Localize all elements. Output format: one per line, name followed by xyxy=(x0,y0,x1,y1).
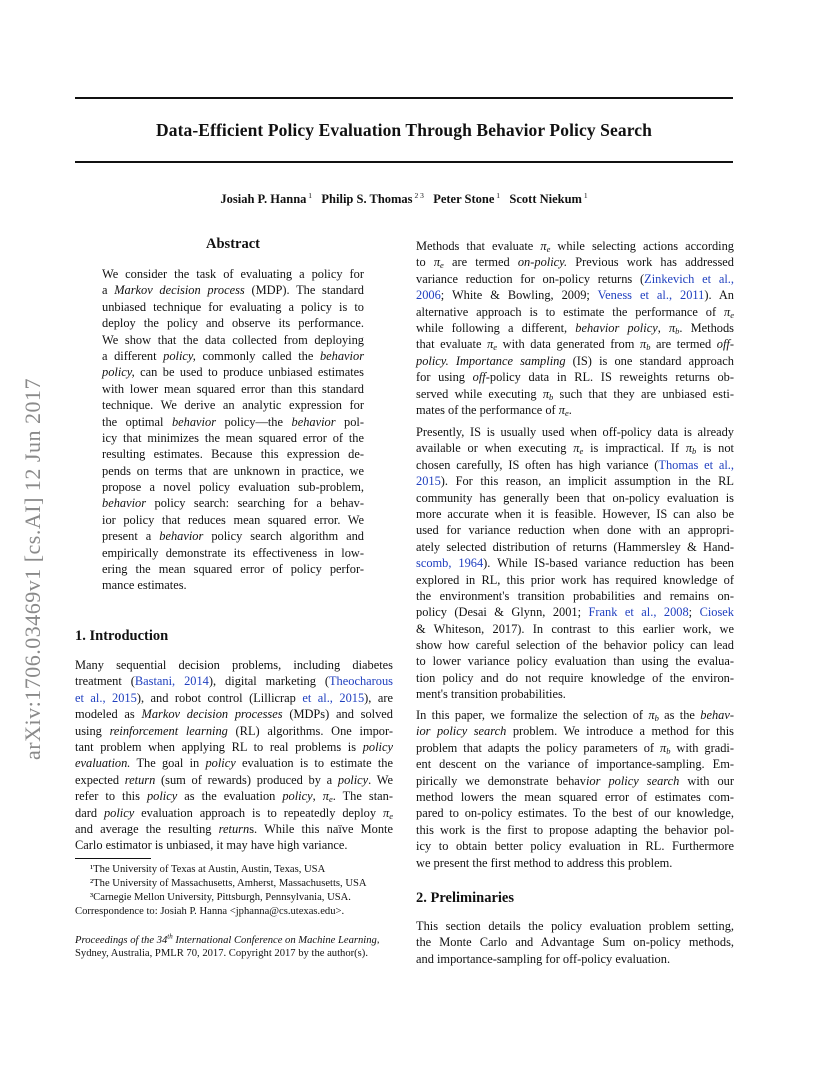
author-list xyxy=(75,191,733,207)
text-line: the optimal behavior policy—the behavior pol- xyxy=(102,414,364,429)
text-line: with lower mean squared error than this standard xyxy=(102,381,364,396)
text-line: treatment (Bastani, 2014), digital marketing (Theocharous xyxy=(75,674,393,689)
introduction-body xyxy=(75,657,393,854)
footnote-line: Correspondence to: Josiah P. Hanna <jphanna@cs.utexas.edu>. xyxy=(75,906,345,917)
text-line: the environment's transition probabilities and remains on- xyxy=(416,588,734,603)
text-line: technique. We derive an analytic expression for xyxy=(102,398,364,413)
text-line: icy that minimizes the mean squared error of the xyxy=(102,430,364,445)
text-line: show how careful selection of the behavior policy can lead xyxy=(416,638,734,653)
text-line: & Whiteson, 2017). In contrast to this earlier work, we xyxy=(416,621,734,636)
text-line: method lowers the mean squared error of estimates com- xyxy=(416,789,734,804)
text-line: chosen carefully, IS often has high variance (Thomas et al., xyxy=(416,457,734,472)
citation-link[interactable]: Ciosek xyxy=(699,605,734,620)
abstract-body xyxy=(102,266,364,594)
text-line: icy to obtain better policy evaluation in RL. Furthermore xyxy=(416,839,734,854)
right-para-2 xyxy=(416,424,734,703)
preliminaries-body xyxy=(416,918,734,967)
text-line: behavior policy search: searching for a behav- xyxy=(102,496,364,511)
text-line: ately selected distribution of returns (Hammersley & Hand- xyxy=(416,539,734,554)
text-line: pends on terms that are unknown in practice, we xyxy=(102,463,364,478)
text-line: scomb, 1964). While IS-based variance reduction has been xyxy=(416,556,734,571)
text-line: modeled as Markov decision processes (MDPs) and solved xyxy=(75,707,393,722)
footnote-rule xyxy=(75,858,151,859)
citation-link[interactable]: 2015 xyxy=(416,474,441,489)
text-line: present a behavior policy search algorithm and xyxy=(102,529,364,544)
text-line: ering the mean squared error of policy perfor- xyxy=(102,562,364,577)
text-line: Presently, IS is usually used when off-policy data is already xyxy=(416,425,734,439)
text-line: a Markov decision process (MDP). The standard xyxy=(102,283,365,298)
text-line: deploy the policy and observe its performance. xyxy=(102,316,364,331)
text-line: We show that the data collected from deploying xyxy=(102,332,364,347)
text-line: ior policy that reduces mean squared error. We xyxy=(102,512,364,527)
citation-link[interactable]: Thomas et al., xyxy=(658,457,734,472)
text-line: ment's transition probabilities. xyxy=(416,687,566,702)
text-line: empirically demonstrate its effectiveness in low- xyxy=(102,545,364,560)
right-para-3 xyxy=(416,707,734,871)
text-line: and importance-sampling for off-policy evaluation. xyxy=(416,951,671,966)
text-line: community has generally been that on-policy evaluation is xyxy=(416,490,734,505)
text-line: pared to on-policy estimates. To the best of our knowledge, xyxy=(416,806,734,821)
author-name: Josiah P. Hanna xyxy=(220,192,307,207)
citation-link[interactable]: Zinkevich et al., xyxy=(644,271,734,286)
section-heading-preliminaries: 2. Preliminaries xyxy=(416,890,514,906)
text-line: and average the resulting returns. While this naïve Monte xyxy=(75,821,393,836)
footnote-line: ²The University of Massachusetts, Amherst, Massachusetts, USA xyxy=(90,878,367,889)
text-line: propose a novel policy evaluation sub-problem, xyxy=(102,480,364,495)
citation-link[interactable]: Frank et al., 2008 xyxy=(588,605,689,620)
text-line: policy (Desai & Glynn, 2001; Frank et al., 2008; Ciosek xyxy=(416,605,734,620)
author-affiliation-mark: 1 xyxy=(306,191,313,200)
text-line: ent descent on the variance of importance-sampling. Em- xyxy=(416,757,734,772)
text-line: tant problem when applying RL to real problems is policy xyxy=(75,739,393,754)
title-bottom-rule xyxy=(75,161,733,163)
footnote-line: ³Carnegie Mellon University, Pittsburgh, Pennsylvania, USA. xyxy=(90,892,351,903)
citation-link[interactable]: Theocharous xyxy=(328,674,393,689)
text-line: explored in RL, this prior work has required knowledge of xyxy=(416,572,734,587)
text-line: variance reduction for on-policy returns (Zinkevich et al., xyxy=(416,271,734,286)
text-line: to $\pi_e$ are termed on-policy. Previous work has addressed xyxy=(416,255,734,271)
text-line: This section details the policy evaluation problem setting, xyxy=(416,919,734,933)
text-line: In this paper, we formalize the selection of $\pi_b$ as the behav- xyxy=(416,708,734,723)
text-line: expected return (sum of rewards) produced by a policy. We xyxy=(75,772,393,787)
author-name: Scott Niekum xyxy=(509,192,582,207)
text-line: served while executing $\pi_b$ such that they are unbiased esti- xyxy=(416,386,735,402)
text-line: used for variance reduction when done with an appropri- xyxy=(416,523,734,538)
text-line: refer to this policy as the evaluation policy, $\pi_e$. The stan- xyxy=(75,789,393,805)
text-line: tion policy and do not require knowledge of the environ- xyxy=(416,670,734,685)
citation-link[interactable]: scomb, 1964 xyxy=(416,556,484,571)
footnote-line: ¹The University of Texas at Austin, Austin, Texas, USA xyxy=(90,864,326,875)
author-affiliation-mark: 1 xyxy=(494,191,501,200)
top-rule xyxy=(75,97,733,99)
text-line: et al., 2015), and robot control (Lillicrap et al., 2015), are xyxy=(75,690,393,705)
arxiv-stamp: arXiv:1706.03469v1 [cs.AI] 12 Jun 2017 xyxy=(20,378,45,760)
text-line: resulting estimates. Because this expression de- xyxy=(102,447,364,462)
text-line: more accurate when it is feasible. However, IS can also be xyxy=(416,506,734,521)
proceedings-note: Proceedings of the 34th International Conference on Machine Learning, Sydney, Australia, PMLR 70, 2017. Copyright 2017 by the author(s). xyxy=(75,932,380,960)
text-line: to lower variance policy evaluation than using the evalua- xyxy=(416,654,734,669)
text-line: We consider the task of evaluating a policy for xyxy=(102,267,364,281)
citation-link[interactable]: et al., 2015 xyxy=(302,690,365,705)
text-line: mates of the performance of $\pi_e$. xyxy=(416,402,572,418)
text-line: problem that adapts the policy parameters of $\pi_b$ with gradi- xyxy=(416,740,734,756)
text-line: unbiased technique for evaluating a policy is to xyxy=(102,299,364,314)
text-line: 2006; White & Bowling, 2009; Veness et al., 2011). An xyxy=(416,288,735,303)
text-line: mance estimates. xyxy=(102,578,187,593)
author-name: Peter Stone xyxy=(433,192,495,207)
text-line: 2015). For this reason, an implicit assumption in the RL xyxy=(416,474,734,489)
citation-link[interactable]: Veness et al., 2011 xyxy=(597,288,705,303)
text-line: Carlo estimator is unbiased, it may have high variance. xyxy=(75,838,348,853)
section-heading-introduction: 1. Introduction xyxy=(75,628,169,644)
text-line: a different policy, commonly called the behavior xyxy=(102,348,365,363)
citation-link[interactable]: 2006 xyxy=(416,288,441,303)
text-line: dard policy evaluation approach is to repeatedly deploy $\pi_e$ xyxy=(75,805,393,821)
abstract-heading: Abstract xyxy=(206,236,260,252)
text-line: policy, can be used to produce unbiased estimates xyxy=(102,365,364,380)
author-affiliation-mark: 1 xyxy=(581,191,588,200)
paper-title: Data-Efficient Policy Evaluation Through Behavior Policy Search xyxy=(156,120,652,140)
text-line: ior policy search problem. We introduce a method for this xyxy=(416,724,734,739)
text-line: for using off-policy data in RL. IS reweights returns ob- xyxy=(416,370,734,385)
text-line: this work is the first to propose adapting the behavior pol- xyxy=(416,822,734,837)
text-line: we present the first method to address this problem. xyxy=(416,855,673,870)
text-line: while following a different, behavior policy, $\pi_b$. Methods xyxy=(416,320,734,336)
citation-link[interactable]: Bastani, 2014 xyxy=(134,674,209,689)
author-affiliation-mark: 2 3 xyxy=(412,191,424,200)
text-line: available or when executing $\pi_e$ is impractical. If $\pi_b$ is not xyxy=(416,441,735,457)
right-para-1 xyxy=(416,238,734,418)
text-line: using reinforcement learning (RL) algorithms. One impor- xyxy=(75,723,393,738)
text-line: that evaluate $\pi_e$ with data generated from $\pi_b$ are termed off- xyxy=(416,337,734,353)
text-line: evaluation. The goal in policy evaluation is to estimate the xyxy=(75,756,393,771)
text-line: the Monte Carlo and Advantage Sum on-policy methods, xyxy=(416,935,734,950)
author-name: Philip S. Thomas xyxy=(321,192,413,207)
text-line: alternative approach is to estimate the performance of $\pi_e$ xyxy=(416,304,734,320)
text-line: pirically we demonstrate behavior policy search with our xyxy=(416,773,734,788)
text-line: Methods that evaluate $\pi_e$ while selecting actions according xyxy=(416,239,735,254)
citation-link[interactable]: et al., 2015 xyxy=(75,690,137,705)
text-line: Many sequential decision problems, including diabetes xyxy=(75,658,393,672)
text-line: policy. Importance sampling (IS) is one standard approach xyxy=(416,353,734,368)
